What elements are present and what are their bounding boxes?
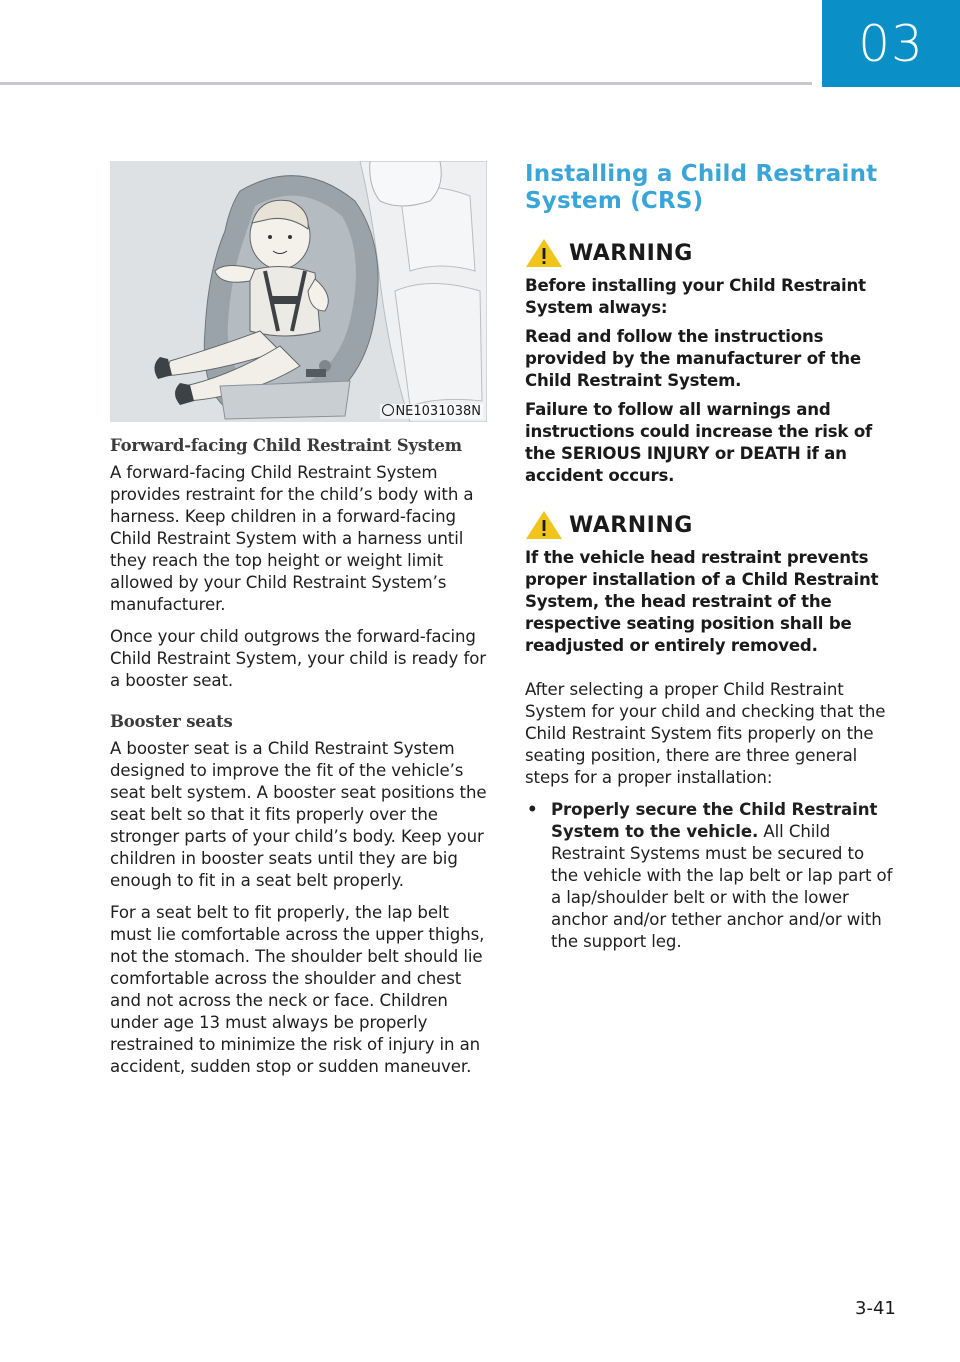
heading-forward-facing: Forward-facing Child Restraint System <box>110 436 462 455</box>
child-seat-illustration <box>110 161 487 422</box>
warning-box-2 <box>525 509 895 657</box>
warning-text: Before installing your Child Restraint System always: <box>525 276 866 317</box>
bullet-dot: • <box>527 800 538 819</box>
warning-box-1 <box>525 237 895 487</box>
warning-triangle-icon <box>525 510 563 540</box>
warning-triangle-icon <box>525 238 563 268</box>
left-column <box>110 161 488 1088</box>
forward-facing-seat-drawing <box>110 161 487 422</box>
paragraph: A forward-facing Child Restraint System provides restraint for the child’s body with a harness. Keep children in a forward-facing Child Restraint System with a harness until they reach the top height or weight limit allowed by your Child Restraint System’s manufacturer. <box>110 463 474 614</box>
section-title: Installing a Child Restraint System (CRS) <box>525 161 878 214</box>
paragraph: For a seat belt to fit properly, the lap belt must lie comfortable across the upper thighs, not the stomach. The shoulder belt should lie comfortable across the shoulder and chest and not across the neck or face. Children under age 13 must always be properly restrained to minimize the risk of injury in an accident, sudden stop or sudden maneuver. <box>110 903 485 1076</box>
chapter-number: 03 <box>858 14 924 73</box>
installation-intro: After selecting a proper Child Restraint System for your child and checking that the Child Restraint System fits properly on the seating position, there are three general steps for a proper installation: <box>525 680 886 787</box>
warning-title: WARNING <box>569 240 693 266</box>
warning-header <box>525 237 895 269</box>
chapter-tab <box>822 0 960 87</box>
figure-code: NE1031038N <box>380 404 483 419</box>
warning-title: WARNING <box>569 512 693 538</box>
step-text: All Child Restraint Systems must be secured to the vehicle with the lap belt or lap part of a lap/shoulder belt or with the lower anchor and/or tether anchor and/or with the support leg. <box>551 822 893 951</box>
paragraph: Once your child outgrows the forward-facing Child Restraint System, your child is ready for a booster seat. <box>110 627 486 690</box>
warning-text: Read and follow the instructions provided by the manufacturer of the Child Restraint System. <box>525 327 861 390</box>
right-column <box>525 161 895 953</box>
heading-booster-seats: Booster seats <box>110 712 233 731</box>
step-bold-text: Properly secure the Child Restraint System to the vehicle. <box>551 800 878 841</box>
installation-steps <box>525 799 895 953</box>
warning-text: If the vehicle head restraint prevents proper installation of a Child Restraint System, the head restraint of the respective seating position shall be readjusted or entirely removed. <box>525 548 879 655</box>
header-rule <box>0 82 812 85</box>
warning-text: Failure to follow all warnings and instructions could increase the risk of the SERIOUS INJURY or DEATH if an accident occurs. <box>525 400 873 485</box>
list-item <box>525 799 895 953</box>
paragraph: A booster seat is a Child Restraint System designed to improve the fit of the vehicle’s seat belt system. A booster seat positions the seat belt so that it fits properly over the stronger parts of your child’s body. Keep your children in booster seats until they are big enough to fit in a seat belt properly. <box>110 739 487 890</box>
page-number: 3-41 <box>855 1298 896 1319</box>
warning-header <box>525 509 895 541</box>
